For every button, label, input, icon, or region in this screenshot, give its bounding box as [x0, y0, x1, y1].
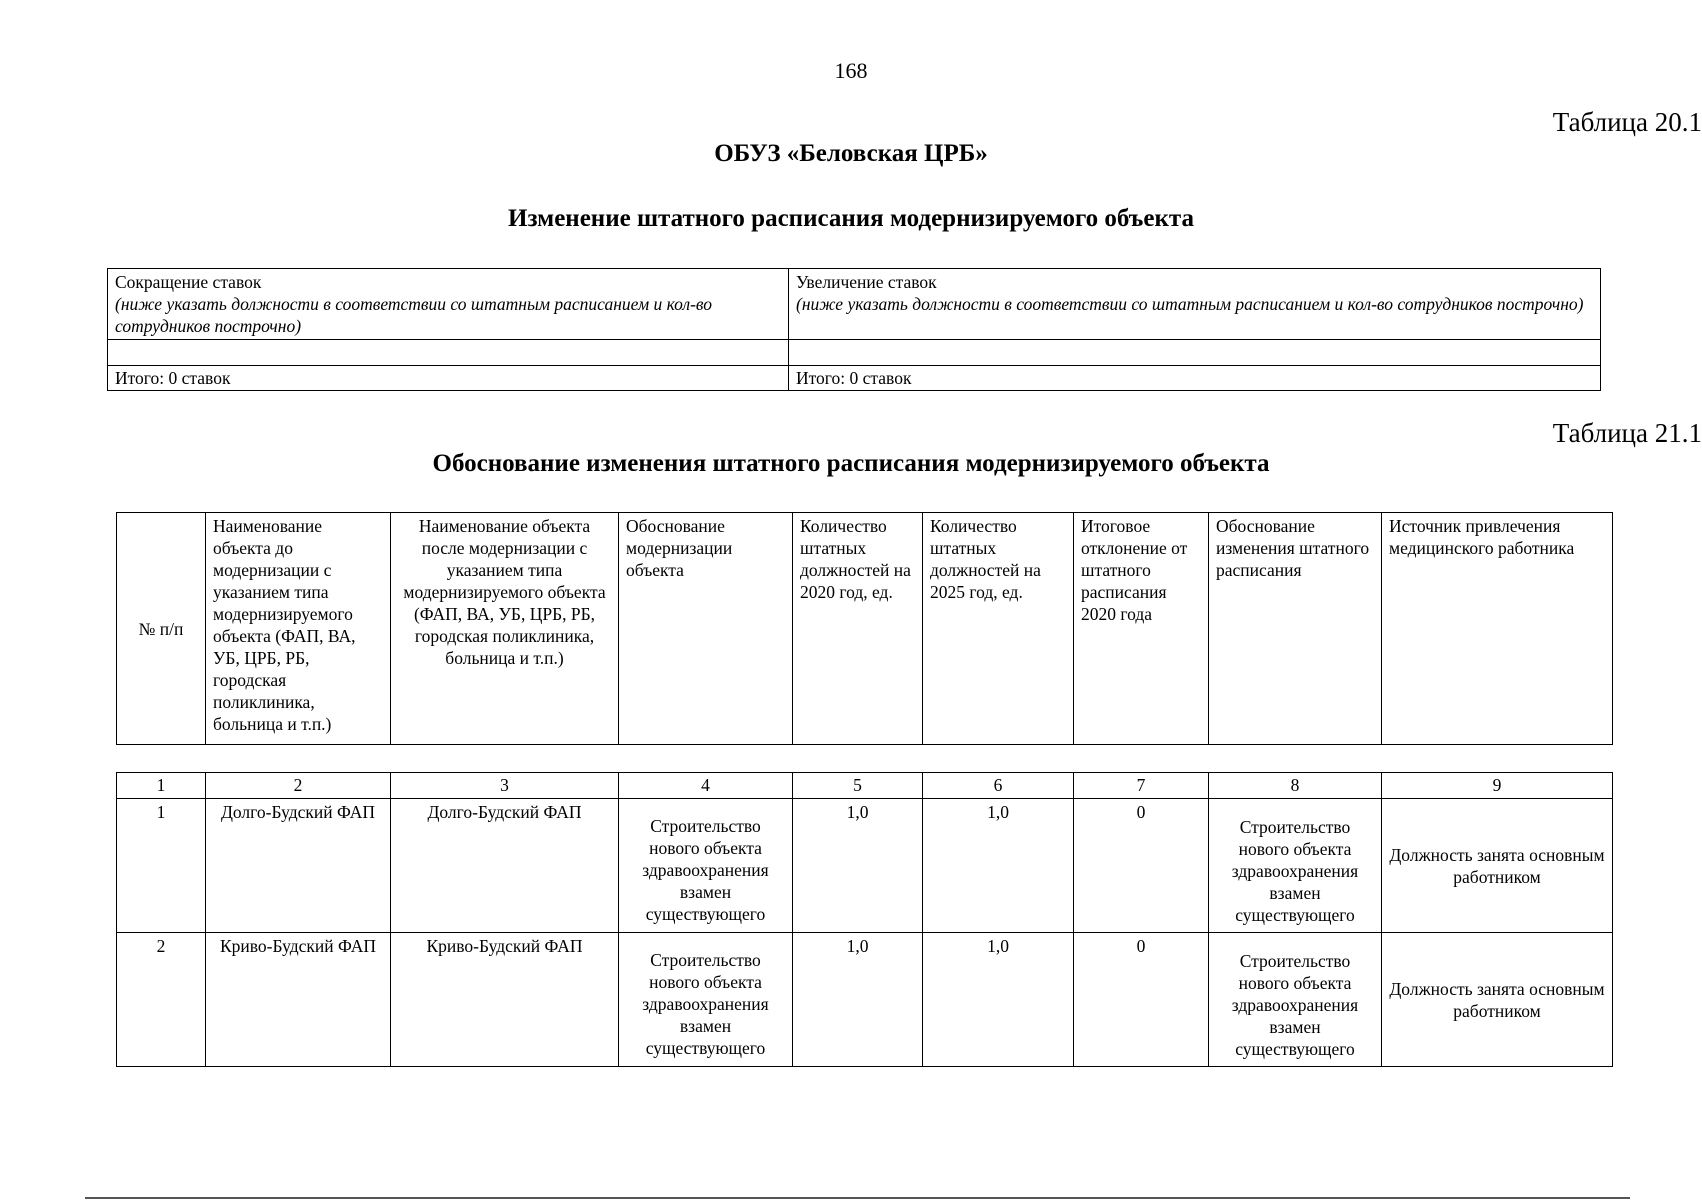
increase-header: Увеличение ставок — [796, 272, 937, 292]
justification-data-table — [116, 772, 1613, 1067]
header-num: № п/п — [117, 513, 206, 745]
justification-header-table — [116, 512, 1613, 745]
table-row — [117, 933, 1613, 1067]
col-number: 6 — [923, 773, 1074, 799]
row-before: Долго-Будский ФАП — [206, 799, 391, 933]
row-after: Криво-Будский ФАП — [391, 933, 619, 1067]
header-change-reason: Обоснование изменения штатного расписания — [1209, 513, 1382, 745]
row-before: Криво-Будский ФАП — [206, 933, 391, 1067]
page-number: 168 — [834, 58, 868, 83]
table-20-label: Таблица 20.1 — [1552, 107, 1702, 137]
header-justification: Обоснование модернизации объекта — [619, 513, 793, 745]
reduction-total: Итого: 0 ставок — [108, 366, 789, 391]
empty-cell — [789, 340, 1601, 366]
header-count-2020: Количество штатных должностей на 2020 год, ед. — [793, 513, 923, 745]
table-row — [108, 269, 1601, 340]
row-after: Долго-Будский ФАП — [391, 799, 619, 933]
row-deviation: 0 — [1074, 933, 1209, 1067]
row-num: 2 — [117, 933, 206, 1067]
header-source: Источник привлечения медицинского работника — [1382, 513, 1613, 745]
staff-change-table — [107, 268, 1601, 391]
increase-note: (ниже указать должности в соответствии со штатным расписанием и кол-во сотрудников построчно) — [796, 294, 1584, 314]
header-after: Наименование объекта после модернизации с указанием типа модернизируемого объекта (ФАП, ВА, УБ, ЦРБ, РБ, городская поликлиника, больница и т.п.) — [391, 513, 619, 745]
table-row — [117, 513, 1613, 745]
header-before: Наименование объекта до модернизации с указанием типа модернизируемого объекта (ФАП, ВА, УБ, ЦРБ, РБ, городская поликлиника, больница и т.п.) — [206, 513, 391, 745]
table-row — [117, 799, 1613, 933]
row-change-reason: Строительство нового объекта здравоохранения взамен существующего — [1209, 933, 1382, 1067]
col-number: 8 — [1209, 773, 1382, 799]
col-number: 5 — [793, 773, 923, 799]
col-number: 9 — [1382, 773, 1613, 799]
row-count-2025: 1,0 — [923, 799, 1074, 933]
row-justification: Строительство нового объекта здравоохранения взамен существующего — [619, 933, 793, 1067]
col-number: 4 — [619, 773, 793, 799]
row-change-reason: Строительство нового объекта здравоохранения взамен существующего — [1209, 799, 1382, 933]
col-number: 3 — [391, 773, 619, 799]
col-number: 1 — [117, 773, 206, 799]
table-20-title: Изменение штатного расписания модернизируемого объекта — [508, 205, 1194, 232]
reduction-header: Сокращение ставок — [115, 272, 262, 292]
table-21-title: Обоснование изменения штатного расписания модернизируемого объекта — [432, 450, 1270, 477]
row-source: Должность занята основным работником — [1382, 933, 1613, 1067]
row-justification: Строительство нового объекта здравоохранения взамен существующего — [619, 799, 793, 933]
increase-total: Итого: 0 ставок — [789, 366, 1601, 391]
increase-cell — [789, 269, 1601, 340]
header-deviation: Итоговое отклонение от штатного расписания 2020 года — [1074, 513, 1209, 745]
reduction-note: (ниже указать должности в соответствии со штатным расписанием и кол-во сотрудников построчно) — [115, 294, 713, 336]
row-deviation: 0 — [1074, 799, 1209, 933]
scan-bottom-edge — [85, 1197, 1630, 1199]
column-number-row — [117, 773, 1613, 799]
header-count-2025: Количество штатных должностей на 2025 год, ед. — [923, 513, 1074, 745]
row-count-2020: 1,0 — [793, 933, 923, 1067]
row-source: Должность занята основным работником — [1382, 799, 1613, 933]
col-number: 7 — [1074, 773, 1209, 799]
row-num: 1 — [117, 799, 206, 933]
row-count-2020: 1,0 — [793, 799, 923, 933]
table-row — [108, 340, 1601, 366]
table-row — [108, 366, 1601, 391]
reduction-cell — [108, 269, 789, 340]
table-21-label: Таблица 21.1 — [1552, 418, 1702, 448]
organization-title: ОБУЗ «Беловская ЦРБ» — [714, 140, 988, 167]
empty-cell — [108, 340, 789, 366]
row-count-2025: 1,0 — [923, 933, 1074, 1067]
col-number: 2 — [206, 773, 391, 799]
